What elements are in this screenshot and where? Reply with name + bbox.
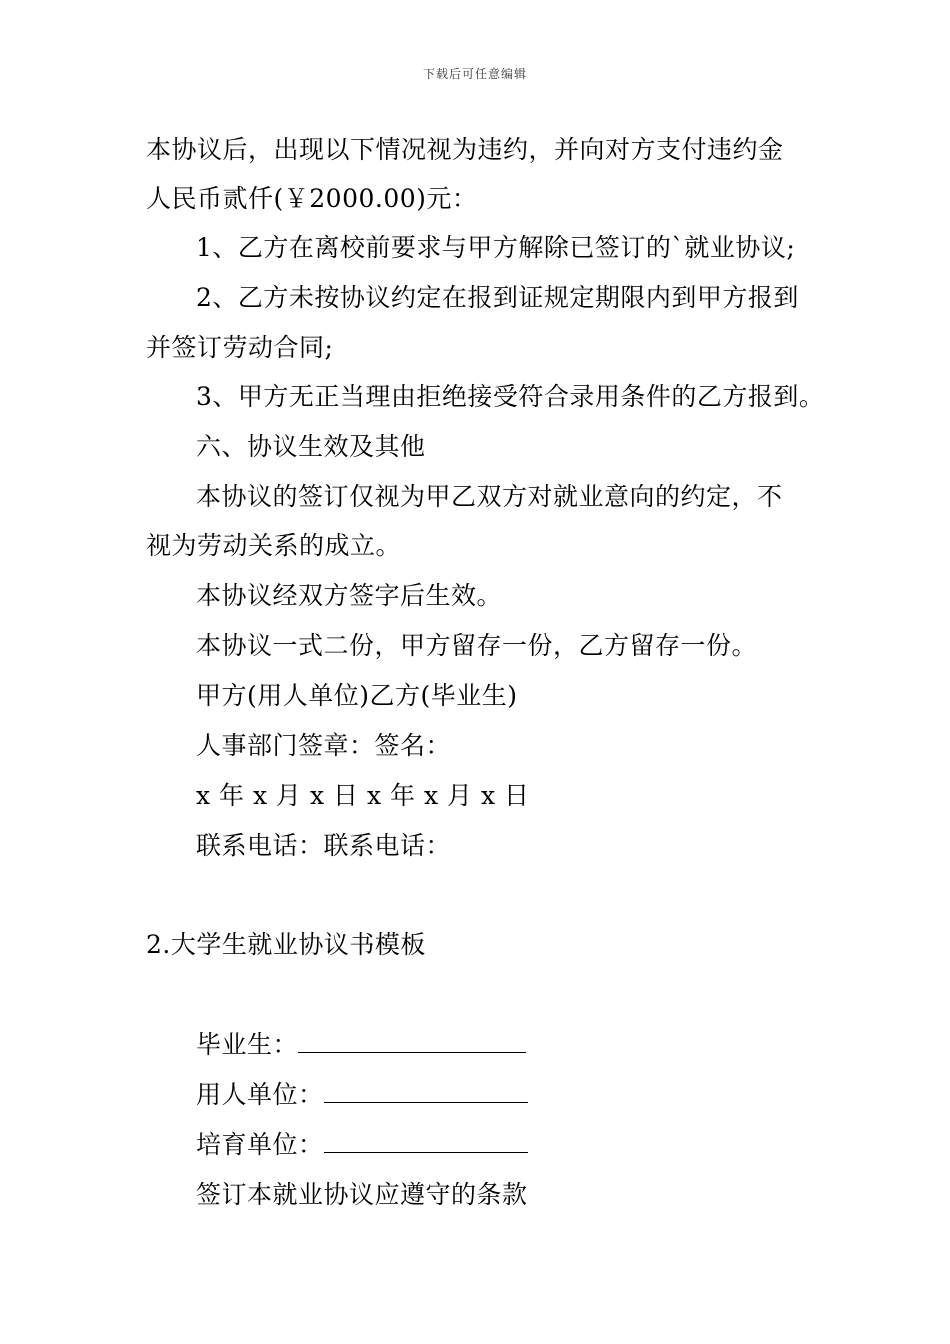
employer-blank bbox=[324, 1080, 528, 1103]
trainer-blank bbox=[324, 1130, 528, 1153]
parties-line: 甲方(用人单位)乙方(毕业生) bbox=[196, 681, 518, 710]
phone-line: 联系电话：联系电话： bbox=[196, 831, 452, 860]
page-header: 下载后可任意编辑 bbox=[422, 67, 527, 81]
graduate-blank bbox=[298, 1030, 526, 1053]
trainer-label: 培育单位： bbox=[196, 1130, 324, 1159]
employer-field bbox=[196, 1080, 528, 1110]
list-item: 3、甲方无正当理由拒绝接受符合录用条件的乙方报到。 bbox=[196, 382, 825, 411]
paragraph-line: 本协议的签订仅视为甲乙双方对就业意向的约定，不 bbox=[196, 482, 783, 511]
trainer-field bbox=[196, 1130, 528, 1160]
section-heading: 六、协议生效及其他 bbox=[196, 432, 426, 461]
paragraph-line: 本协议后，出现以下情况视为违约，并向对方支付违约金 bbox=[146, 135, 784, 164]
paragraph-line: 视为劳动关系的成立。 bbox=[146, 531, 402, 560]
list-item: 1、乙方在离校前要求与甲方解除已签订的`就业协议; bbox=[196, 233, 796, 262]
list-item-continuation: 并签订劳动合同; bbox=[146, 333, 334, 362]
paragraph-line: 本协议经双方签字后生效。 bbox=[196, 581, 503, 610]
section-title: 2.大学生就业协议书模板 bbox=[146, 930, 426, 959]
list-item: 2、乙方未按协议约定在报到证规定期限内到甲方报到 bbox=[196, 283, 799, 312]
graduate-label: 毕业生： bbox=[196, 1030, 299, 1059]
date-line: x 年 x 月 x 日 x 年 x 月 x 日 bbox=[196, 781, 530, 810]
seal-line: 人事部门签章：签名： bbox=[196, 731, 452, 760]
clauses-heading: 签订本就业协议应遵守的条款 bbox=[196, 1180, 528, 1209]
graduate-field bbox=[196, 1030, 526, 1060]
paragraph-line: 本协议一式二份，甲方留存一份，乙方留存一份。 bbox=[196, 631, 758, 660]
employer-label: 用人单位： bbox=[196, 1080, 324, 1109]
paragraph-line: 人民币贰仟(￥2000.00)元： bbox=[146, 184, 478, 213]
